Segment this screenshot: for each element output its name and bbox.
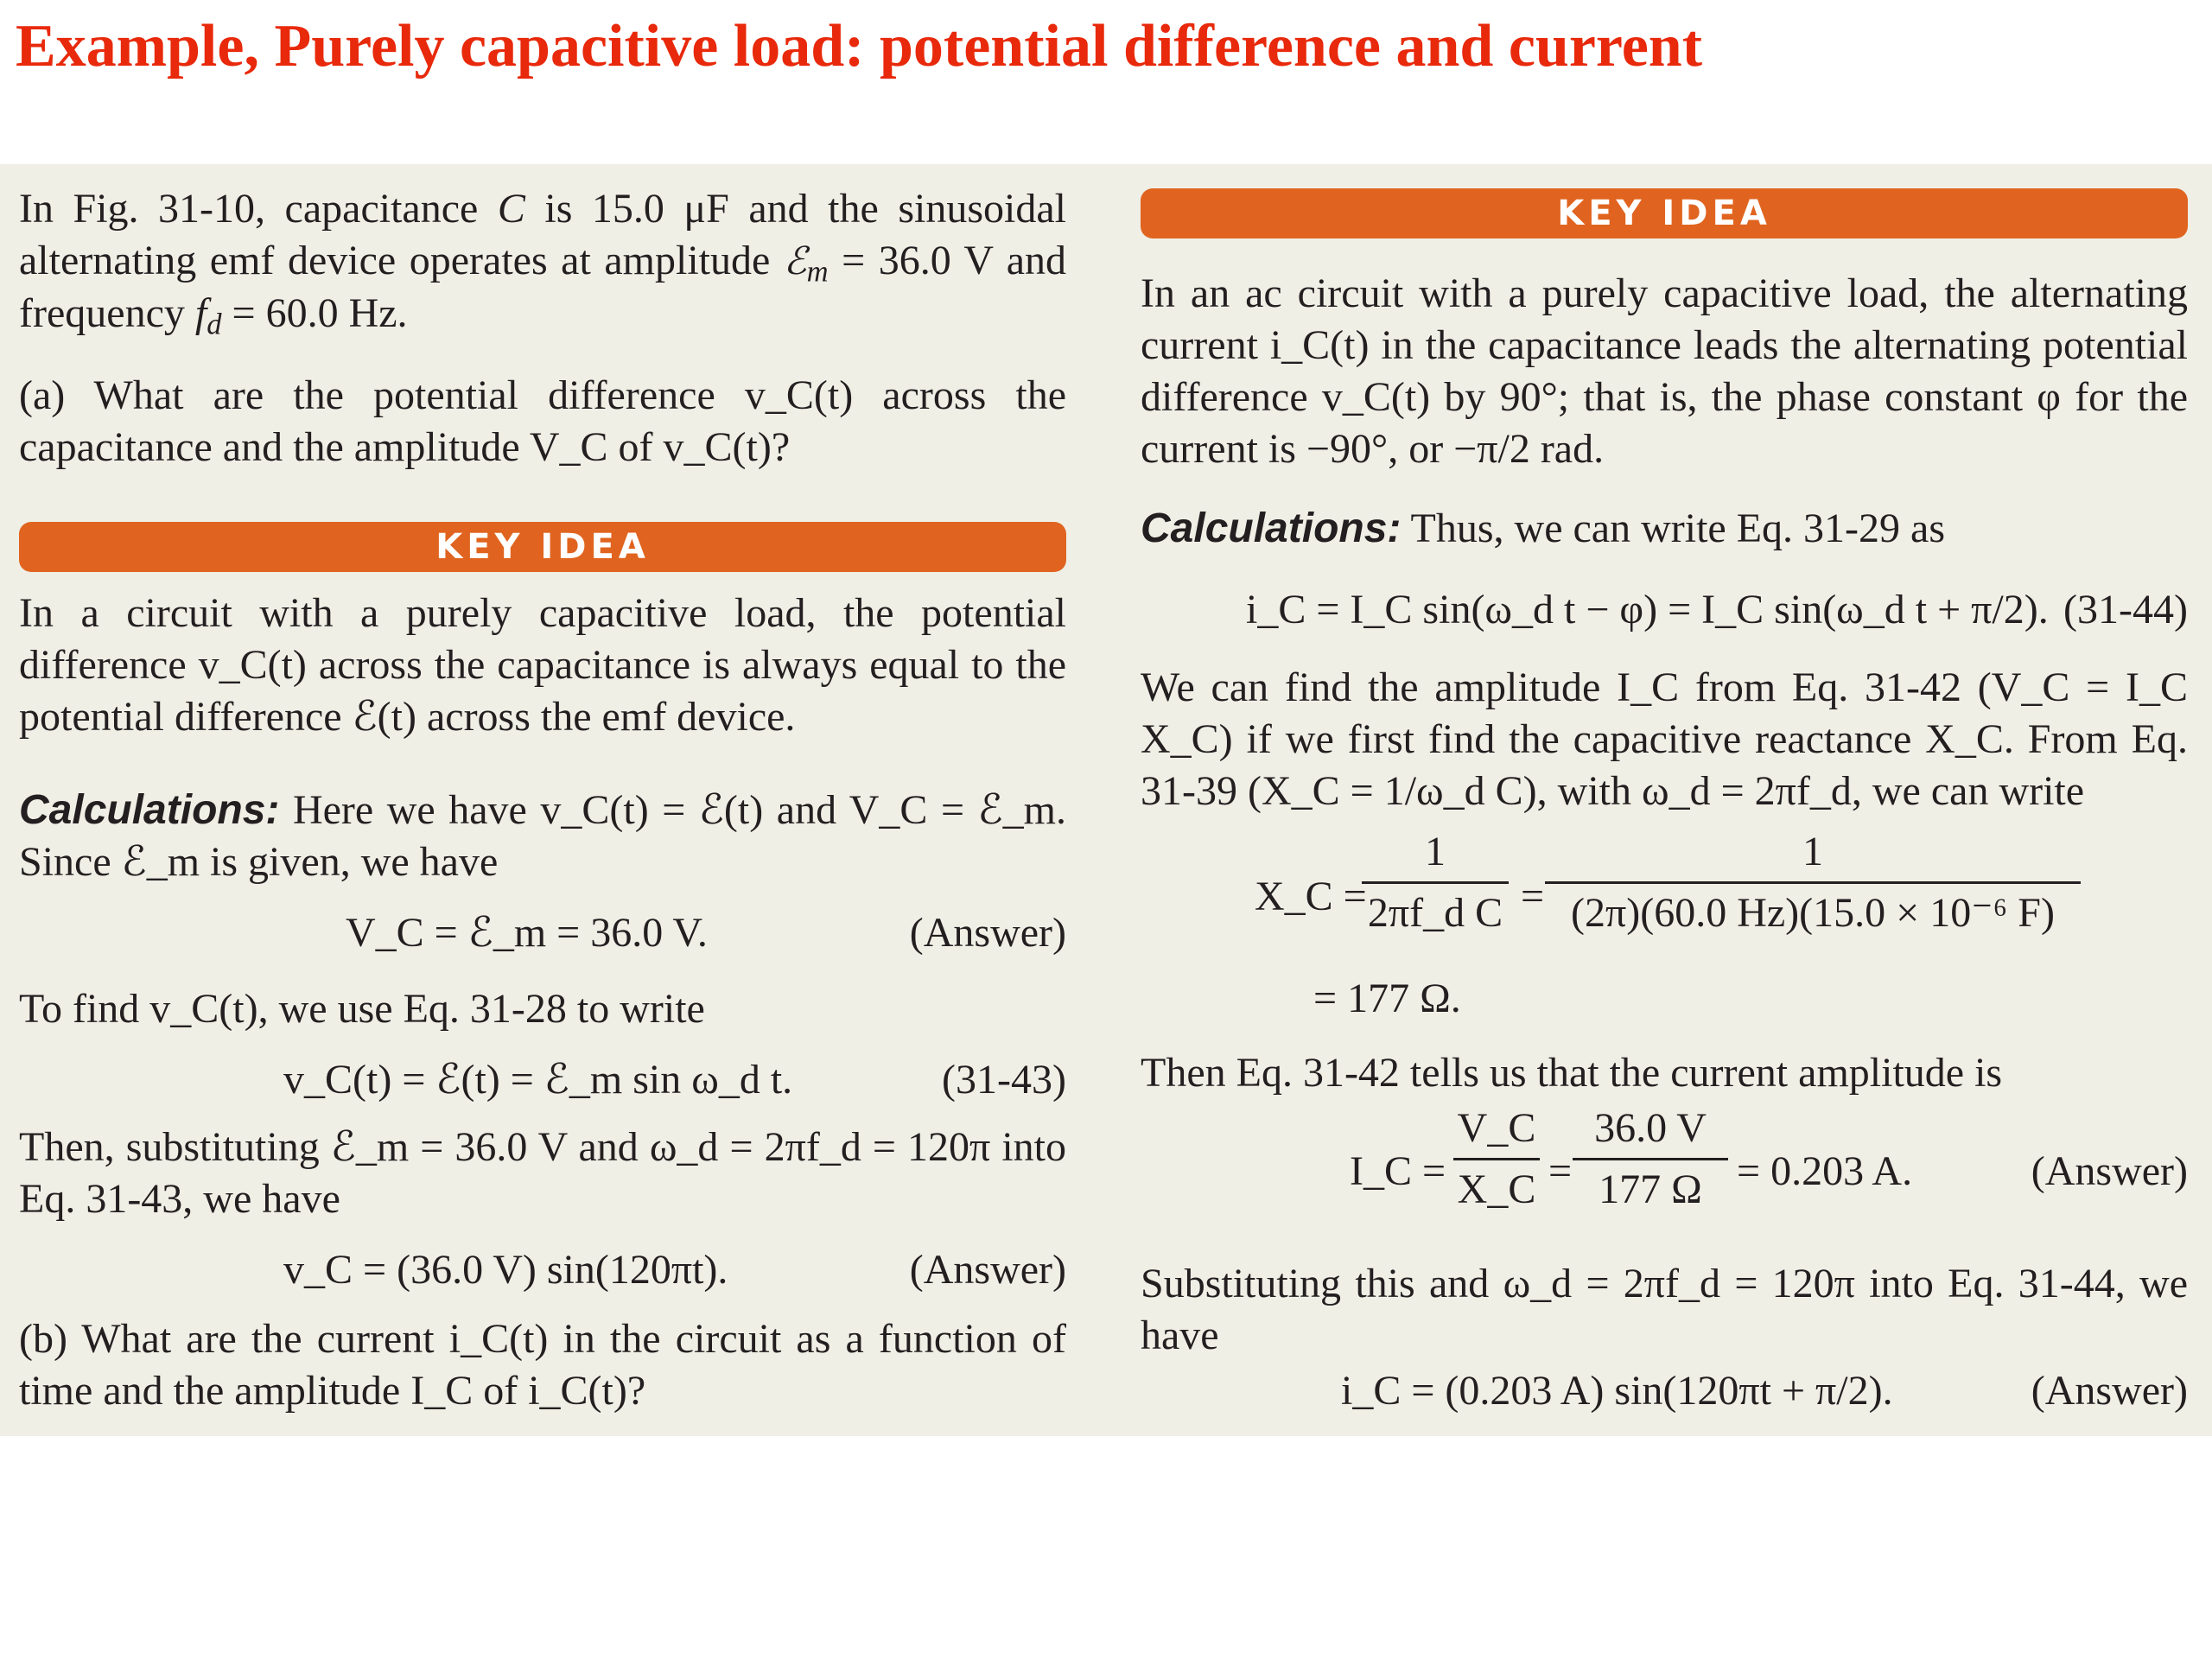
xc-fraction-2 — [1545, 826, 2081, 939]
key-idea-text-left: In a circuit with a purely capacitive load, the potential difference v_C(t) across the capacitance is always equal to the potential difference ℰ(t) across the emf device. — [19, 590, 1066, 740]
fraction-bar — [1453, 1158, 1540, 1160]
answer-tag: (Answer) — [909, 910, 1066, 956]
equals-sign: = — [1521, 874, 1545, 919]
fraction-numerator: 1 — [1802, 829, 1823, 874]
question-b: (b) What are the current i_C(t) in the circuit as a function of time and the amplitude I_C of i_C(t)? — [19, 1316, 1066, 1414]
equation-31-44: i_C = I_C sin(ω_d t − φ) = I_C sin(ω_d t + π/2). — [1246, 587, 2049, 632]
fraction-denominator: (2π)(60.0 Hz)(15.0 × 10⁻⁶ F) — [1571, 890, 2055, 936]
calculations-paragraph-right: Calculations: Thus, we can write Eq. 31-29 as — [1141, 505, 1946, 551]
xc-fraction-1 — [1362, 826, 1509, 939]
ic-result: = 0.203 A. — [1737, 1148, 1913, 1194]
ic-fraction-1 — [1453, 1103, 1540, 1216]
key-idea-banner-left: KEY IDEA — [19, 522, 1066, 572]
fraction-bar — [1573, 1158, 1728, 1160]
text-substituting-right: Substituting this and ω_d = 2πf_d = 120π into Eq. 31-44, we have — [1141, 1261, 2188, 1358]
ic-fraction-2 — [1573, 1103, 1728, 1216]
answer-tag: (Answer) — [2031, 1148, 2188, 1194]
xc-lhs: X_C = — [1255, 874, 1367, 919]
ic-lhs: I_C = — [1350, 1148, 1446, 1194]
fraction-bar — [1362, 881, 1509, 884]
fraction-bar — [1545, 881, 2081, 884]
fraction-denominator: X_C — [1457, 1166, 1536, 1212]
equals-sign: = — [1548, 1148, 1573, 1194]
text-substituting-left: Then, substituting ℰ_m = 36.0 V and ω_d = 2πf_d = 120π into Eq. 31-43, we have — [19, 1124, 1066, 1222]
fraction-denominator: 177 Ω — [1599, 1166, 1702, 1212]
text-amplitude: We can find the amplitude I_C from Eq. 31-42 (V_C = I_C X_C) if we first find the capacitive reactance X_C. From Eq. 31-39 (X_C = 1/ω_d C), with ω_d = 2πf_d, we can write — [1141, 664, 2188, 814]
page-title: Example, Purely capacitive load: potential difference and current — [16, 13, 1703, 79]
equation-ic-final: i_C = (0.203 A) sin(120πt + π/2). — [1341, 1368, 1893, 1414]
example-panel — [0, 164, 2212, 1436]
equation-number: (31-44) — [2063, 587, 2188, 632]
equation-number: (31-43) — [942, 1057, 1066, 1103]
equation-vc: V_C = ℰ_m = 36.0 V. — [346, 910, 708, 956]
calculations-paragraph-left: Calculations: Here we have v_C(t) = ℰ(t) and V_C = ℰ_m. Since ℰ_m is given, we have — [19, 787, 1066, 885]
text-then: Then Eq. 31-42 tells us that the current amplitude is — [1141, 1050, 2003, 1096]
fraction-denominator: 2πf_d C — [1367, 890, 1503, 936]
key-idea-banner-right: KEY IDEA — [1141, 188, 2188, 238]
answer-tag: (Answer) — [909, 1247, 1066, 1293]
text-to-find: To find v_C(t), we use Eq. 31-28 to write — [19, 986, 705, 1032]
equation-31-43: v_C(t) = ℰ(t) = ℰ_m sin ω_d t. — [283, 1057, 793, 1103]
calculations-label: Calculations: — [19, 787, 280, 833]
answer-tag: (Answer) — [2031, 1368, 2188, 1414]
equation-vc-sin: v_C = (36.0 V) sin(120πt). — [283, 1247, 728, 1293]
fraction-numerator: 1 — [1425, 829, 1446, 874]
intro-paragraph: In Fig. 31-10, capacitance C is 15.0 μF and the sinusoidal alternating emf device operates at amplitude ℰ$_m$ = 36.0 V and frequency $f_d = 60.0$ Hz. — [19, 186, 1067, 341]
question-a: (a) What are the potential difference v_C(t) across the capacitance and the amplitude V_C of v_C(t)? — [19, 372, 1066, 470]
fraction-numerator: V_C — [1457, 1105, 1536, 1151]
calculations-label: Calculations: — [1141, 505, 1402, 551]
xc-result: = 177 Ω. — [1313, 976, 1461, 1021]
key-idea-text-right: In an ac circuit with a purely capacitive load, the alternating current i_C(t) in the capacitance leads the alternating potential difference v_C(t) by 90°; that is, the phase constant φ for the current is −90°, or −π/2 rad. — [1141, 270, 2188, 472]
fraction-numerator: 36.0 V — [1594, 1105, 1707, 1151]
